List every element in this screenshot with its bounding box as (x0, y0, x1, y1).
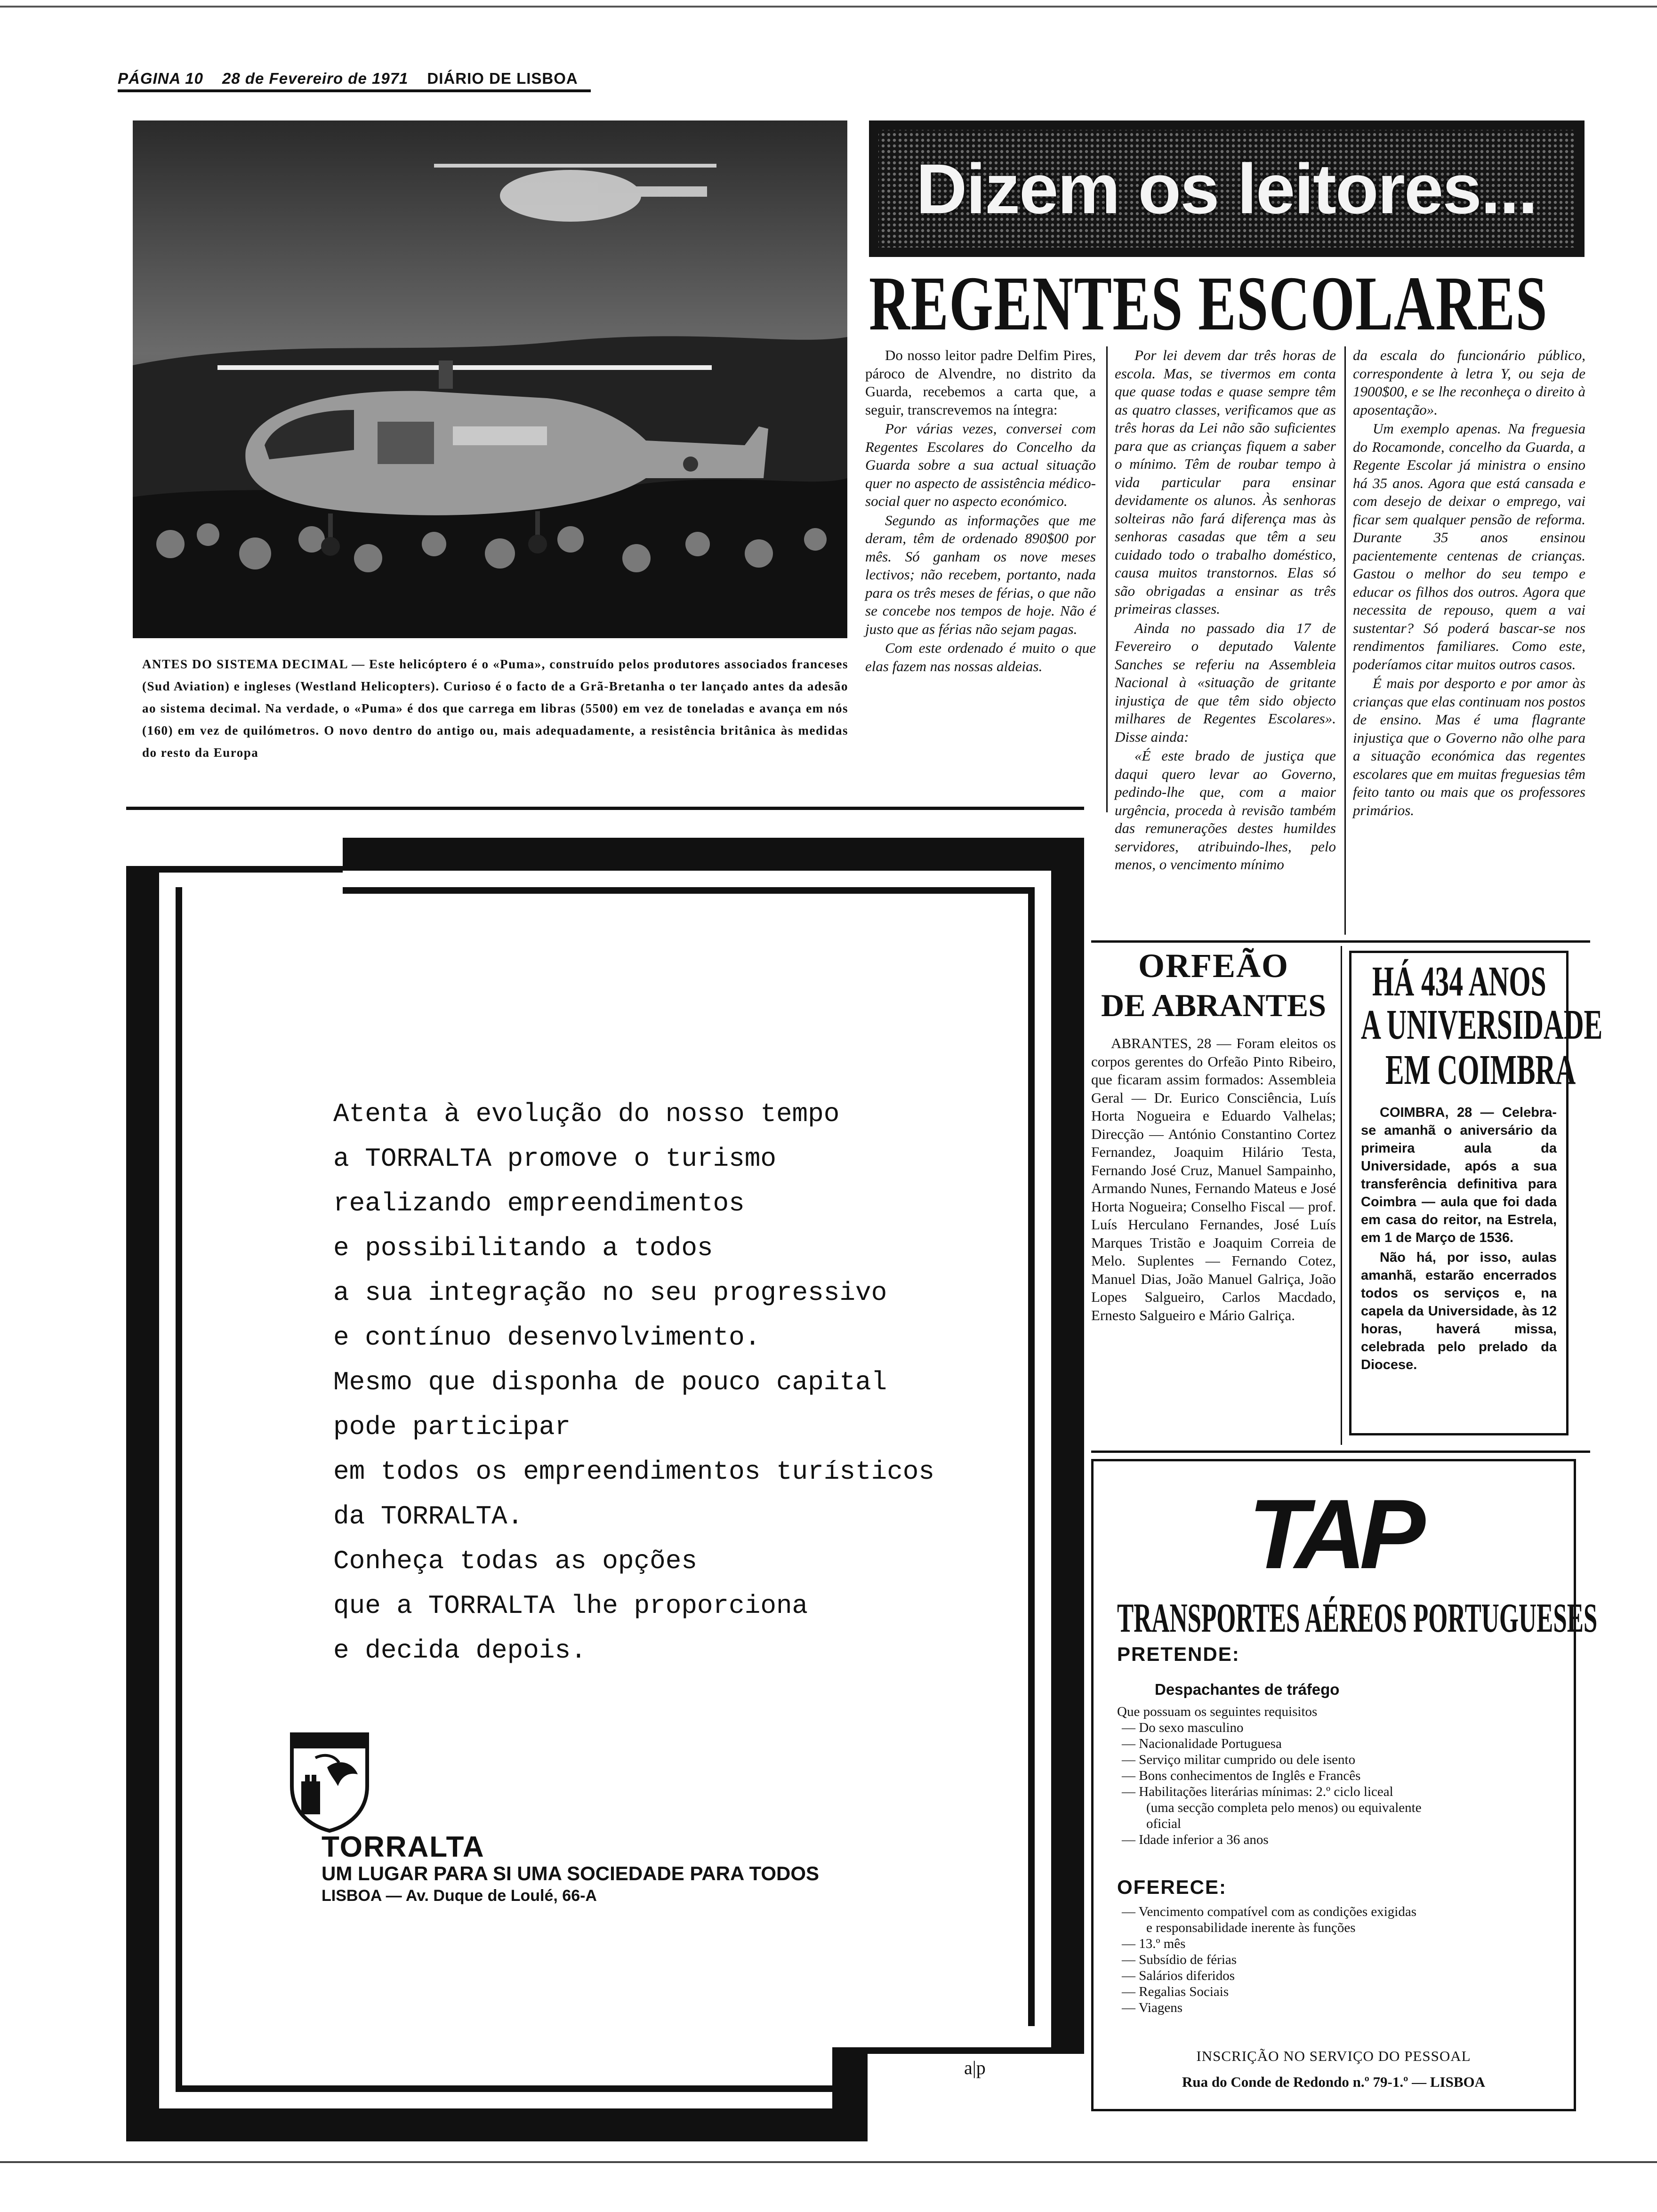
header-rule (118, 89, 591, 92)
tap-requirements-intro: Que possuam os seguintes requisitos (1117, 1704, 1318, 1719)
torralta-copy (333, 1092, 1002, 1685)
torralta-copy-line: Conheça todas as opções (333, 1546, 697, 1576)
torralta-copy-line: da TORRALTA. (333, 1501, 523, 1531)
letter-paragraph: É mais por desporto e por amor às crianças que elas continuam nos postos de ensino. Mas é uma flagrante injustiça que o Governo não olhe para a situação económica das regentes escolares que em muitas freguesias têm feito tanto ou mais que os professores primários. (1353, 675, 1585, 818)
page-bottom-rule (0, 2161, 1657, 2163)
letter-paragraph: Com este ordenado é muito o que elas fazem nas nossas aldeias. (865, 640, 1096, 674)
letter-column-3 (1353, 346, 1585, 935)
tap-job-title: Despachantes de tráfego (1155, 1681, 1340, 1698)
list-item: (uma secção completa pelo menos) ou equivalente (1146, 1800, 1422, 1815)
list-item: — Salários diferidos (1122, 1968, 1235, 1983)
torralta-copy-line: e possibilitando a todos (333, 1233, 713, 1263)
letter-column-2 (1115, 346, 1336, 935)
letter-paragraph: Por lei devem dar três horas de escola. Mas, se tivermos em conta que quase todas e quase sempre têm as quatro classes, verificamos que as três horas da Lei não são suficientes para que as crianças fiquem a saber o mínimo. Têm de roubar tempo à vida particular para ensinar devidamente os alunos. Às senhoras solteiras não fará diferença mas às senhoras casadas que têm a seu cuidado todo o trabalho doméstico, causa muitos transtornos. Elas só são obrigadas a ensinar as três primeiras classes. (1115, 347, 1336, 617)
list-item: — Viagens (1122, 2000, 1183, 2015)
torralta-copy-line: realizando empreendimentos (333, 1188, 745, 1218)
list-item: oficial (1146, 1816, 1182, 1831)
torralta-address: LISBOA — Av. Duque de Loulé, 66-A (322, 1887, 597, 1905)
newspaper-name: DIÁRIO DE LISBOA (427, 70, 578, 87)
coimbra-title-line2: A UNIVERSIDADE (1361, 1002, 1603, 1048)
torralta-crest-icon (282, 1730, 377, 1833)
letters-headline (869, 260, 1589, 346)
torralta-slogan: UM LUGAR PARA SI UMA SOCIEDADE PARA TODOS (322, 1862, 820, 1884)
letter-paragraph: Um exemplo apenas. Na freguesia do Rocamonde, concelho da Guarda, a Regente Escolar já ministra o ensino há 35 anos. Agora que está cansada e com desejo de deixar o emprego, vai ficar sem qualquer pensão de reforma. Durante 35 anos ensinou pacientemente centenas de crianças. Gastou o melhor do seu tempo e educar os filhos dos outros. Agora que necessita de repouso, quem a vai sustentar? Só poderá bascar-se nos rendimentos familiares. Como este, poderíamos citar muitos outros casos. (1353, 420, 1585, 673)
coimbra-body (1361, 1104, 1557, 1374)
list-item: — Idade inferior a 36 anos (1122, 1832, 1269, 1847)
torralta-copy-line: pode participar (333, 1412, 571, 1442)
list-item: — Subsídio de férias (1122, 1952, 1237, 1967)
tap-advertisement (1091, 1459, 1598, 2111)
coimbra-tap-divider (1091, 1451, 1590, 1453)
torralta-copy-line: e decida depois. (333, 1635, 587, 1666)
tap-requirements-list (1122, 1720, 1555, 1848)
list-item: — Bons conhecimentos de Inglês e Francês (1122, 1768, 1361, 1783)
torralta-advertisement (126, 838, 1084, 2141)
tap-address: Rua do Conde de Redondo n.º 79-1.º — LISBOA (1182, 2074, 1486, 2090)
photo-caption: ANTES DO SISTEMA DECIMAL — Este helicóptero é o «Puma», construído pelos produtores associados franceses (Sud Aviation) e ingleses (Westland Helicopters). Curioso é o facto de a Grã-Bretanha o ter lançado antes da adesão ao sistema decimal. Na verdade, o «Puma» é dos que carrega em libras (5500) em vez de toneladas e avança em nós (160) em vez de quilómetros. O novo dentro do antigo ou, mais adequadamente, a resistência britânica às medidas do resto da Europa (142, 657, 848, 760)
agency-mark: a|p (964, 2057, 986, 2078)
letter-column-1 (865, 346, 1096, 808)
list-item: — 13.º mês (1122, 1936, 1186, 1951)
list-item: — Habilitações literárias mínimas: 2.º ciclo liceal (1122, 1784, 1393, 1799)
orfeao-article (1091, 946, 1336, 1445)
letters-banner (869, 120, 1585, 257)
letter-quote-paragraph: «É este brado de justiça que daqui quero levar ao Governo, pedindo-lhe que, com a maior urgência, proceda à revisão também das remunerações destes humildes servidores, atribuindo-lhes, pelo menos, o vencimento mínimo (1115, 747, 1336, 873)
tap-pretende-heading: PRETENDE: (1117, 1643, 1240, 1665)
tap-inscricao: INSCRIÇÃO NO SERVIÇO DO PESSOAL (1196, 2048, 1471, 2064)
coimbra-title-line1: HÁ 434 ANOS (1372, 958, 1546, 1005)
page-date: 28 de Fevereiro de 1971 (222, 70, 409, 87)
list-item: e responsabilidade inerente às funções (1146, 1920, 1356, 1935)
coimbra-paragraph: COIMBRA, 28 — Celebra-se amanhã o aniversário da primeira aula da Universidade, após a sua transferência definitiva para Coimbra — aula que foi dada em casa do reitor, na Estrela, em 1 de Março de 1536. (1361, 1105, 1557, 1245)
letter-paragraph: Ainda no passado dia 17 de Fevereiro o deputado Valente Sanches se referiu na Assembleia Nacional à «situação de gritante injustiça de que têm sido objecto milhares de Regentes Escolares». Disse ainda: (1115, 619, 1336, 745)
tap-logo: TAP (1248, 1479, 1419, 1589)
coimbra-title-line3: EM COIMBRA (1385, 1047, 1576, 1093)
torralta-copy-line: a sua integração no seu progressivo (333, 1278, 887, 1308)
orfeao-title-line2: DE ABRANTES (1101, 987, 1327, 1023)
frame-bar (126, 2108, 868, 2141)
letters-column-divider (1106, 346, 1108, 812)
page-number: PÁGINA 10 (118, 70, 203, 87)
letters-banner-title: Dizem os leitores... (916, 149, 1537, 228)
frame-inner-line (176, 887, 182, 2092)
frame-bar (343, 838, 1084, 871)
letter-paragraph: Segundo as informações que me deram, têm de ordenado 890$00 por mês. Só ganham os nove meses lectivos; não recebem, portanto, nada para os três meses de férias, o que não se concebe nos tempos de hoje. Não é justo que as férias não sejam pagas. (865, 512, 1096, 637)
letters-bottom-rule (1091, 940, 1590, 943)
torralta-copy-line: em todos os empreendimentos turísticos (333, 1457, 935, 1487)
letter-paragraph: Por várias vezes, conversei com Regentes Escolares do Concelho da Guarda sobre a sua actual situação quer no aspecto de assistência médico-social quer no aspecto económico. (865, 420, 1096, 509)
tap-offers-list (1122, 1904, 1555, 2016)
frame-bar (126, 866, 159, 1953)
helicopter-illustration (133, 120, 847, 638)
letter-intro-paragraph: Do nosso leitor padre Delfim Pires, pároco de Alvendre, no distrito da Guarda, recebemos a carta que, a seguir, transcrevemos na íntegra: (865, 347, 1096, 418)
torralta-copy-line: a TORRALTA promove o turismo (333, 1144, 776, 1174)
frame-inner-line (343, 887, 1035, 894)
coimbra-paragraph: Não há, por isso, aulas amanhã, estarão encerrados todos os serviços e, na capela da Universidade, às 12 horas, haverá missa, celebrada pelo prelado da Diocese. (1361, 1250, 1557, 1372)
coimbra-article (1349, 951, 1603, 1435)
torralta-copy-line: Mesmo que disponha de pouco capital (333, 1367, 887, 1397)
orfeao-title-line1: ORFEÃO (1138, 947, 1289, 985)
torralta-brand: TORRALTA (322, 1831, 485, 1863)
letter-paragraph: da escala do funcionário público, correspondente à letra Y, ou seja de 1900$00, e se lhe reconheça o direito à aposentação». (1353, 347, 1585, 418)
page-header (118, 70, 598, 90)
helicopter-photo (133, 120, 847, 638)
tap-oferece-heading: OFERECE: (1117, 1876, 1227, 1898)
torralta-copy-line: e contínuo desenvolvimento. (333, 1322, 761, 1353)
list-item: — Nacionalidade Portuguesa (1122, 1736, 1282, 1751)
frame-bar (1051, 838, 1084, 2052)
frame-bar (861, 2047, 1084, 2054)
frame-inner-line (176, 2085, 832, 2092)
tap-company-name: TRANSPORTES AÉREOS PORTUGUESES (1117, 1595, 1598, 1641)
page-top-edge (0, 6, 1657, 8)
list-item: — Vencimento compatível com as condições exigidas (1122, 1904, 1417, 1919)
list-item: — Regalias Sociais (1122, 1984, 1229, 1999)
list-item: — Serviço militar cumprido ou dele isento (1122, 1752, 1356, 1767)
letters-headline-text: REGENTES ESCOLARES (869, 260, 1548, 346)
torralta-copy-line: Atenta à evolução do nosso tempo (333, 1099, 840, 1129)
orfeao-body: ABRANTES, 28 — Foram eleitos os corpos gerentes do Orfeão Pinto Ribeiro, que ficaram assim formados: Assembleia Geral — Dr. Eurico Consciência, Luís Horta Nogueira e Eduardo Valhelas; Direcção — António Constantino Cortez Fernandez, Joaquim Hilário Testa, Fernando José Cruz, Manuel Sampainho, Armando Nunes, Fernando Mateus e José Horta Nogueira; Conselho Fiscal — prof. Luís Herculano Fernandes, José Luís Marques Tristão e Joaquim Correia de Melo. Suplentes — Fernando Cotez, Manuel Dias, João Manuel Galriça, João Lopes Salgueiro, Carlos Macdado, Ernesto Salgueiro e Mário Galriça. (1091, 1035, 1336, 1323)
torralta-copy-line: que a TORRALTA lhe proporciona (333, 1591, 808, 1621)
list-item: — Do sexo masculino (1122, 1720, 1244, 1735)
frame-inner-line (1028, 887, 1035, 2026)
frame-bar (832, 2047, 868, 2141)
orfeao-coimbra-divider (1341, 946, 1342, 1445)
letters-column-divider (1344, 346, 1346, 935)
